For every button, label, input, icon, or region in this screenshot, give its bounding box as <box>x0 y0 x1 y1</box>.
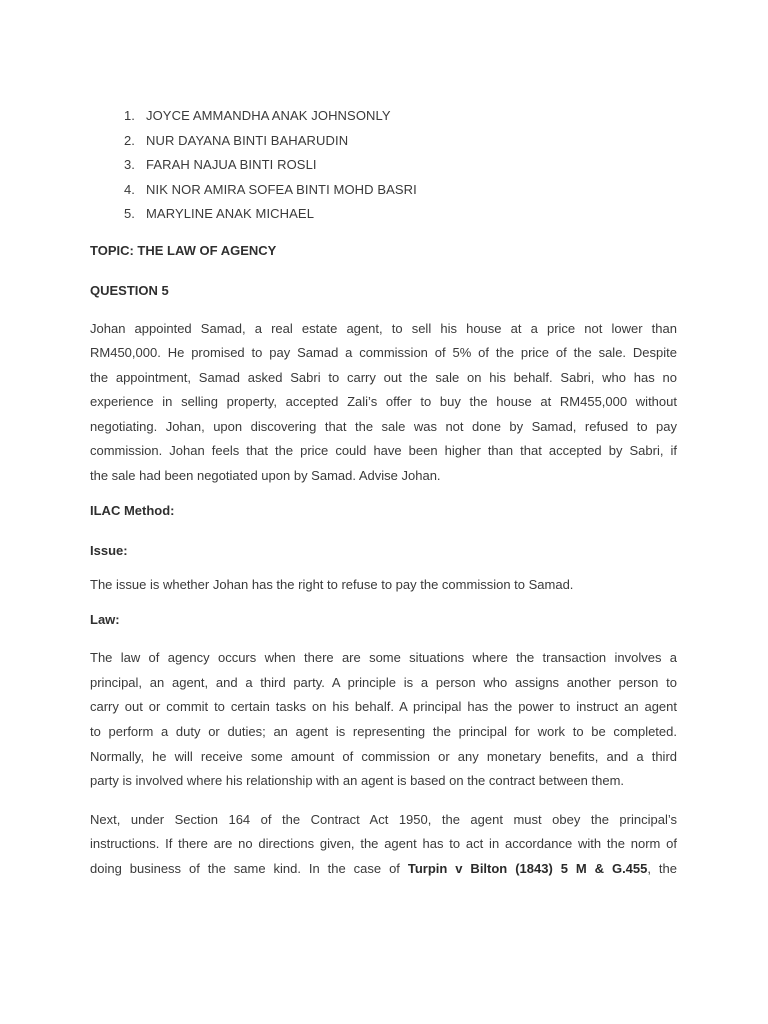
law-line: Next, under Section 164 of the Contract Act 1950, the agent must obey the principal’s <box>90 811 677 827</box>
law-line: to perform a duty or duties; an agent is representing the principal for work to be completed. <box>90 724 677 740</box>
law-paragraph-2 <box>90 808 677 882</box>
member-name: MARYLINE ANAK MICHAEL <box>146 206 315 221</box>
member-name: NUR DAYANA BINTI BAHARUDIN <box>146 132 349 148</box>
case-trail-text: , the <box>647 861 677 876</box>
question-line: experience in selling property, accepted Zali’s offer to buy the house at RM455,000 without <box>90 394 677 410</box>
law-heading: Law: <box>90 612 120 628</box>
law-line: carry out or commit to certain tasks on his behalf. A principal has the power to instruct an agent <box>90 699 677 715</box>
member-item <box>90 106 677 131</box>
member-item <box>90 155 677 180</box>
case-lead-text: doing business of the same kind. In the case of <box>90 861 408 876</box>
member-name: NIK NOR AMIRA SOFEA BINTI MOHD BASRI <box>146 181 417 197</box>
issue-text: The issue is whether Johan has the right to refuse to pay the commission to Samad. <box>90 576 574 592</box>
law-paragraph-1 <box>90 646 677 794</box>
question-line: Johan appointed Samad, a real estate agent, to sell his house at a price not lower than <box>90 320 677 336</box>
member-item <box>90 131 677 156</box>
member-number: 2. <box>123 132 135 148</box>
question-line: RM450,000. He promised to pay Samad a commission of 5% of the price of the sale. Despite <box>90 345 677 361</box>
question-heading: QUESTION 5 <box>90 282 169 298</box>
member-number: 4. <box>123 181 135 197</box>
law-line: instructions. If there are no directions given, the agent has to act in accordance with the norm of <box>90 836 677 852</box>
law-line: Normally, he will receive some amount of commission or any monetary benefits, and a third <box>90 748 677 764</box>
document-content <box>90 106 677 882</box>
question-line: the appointment, Samad asked Sabri to carry out the sale on his behalf. Sabri, who has no <box>90 369 677 385</box>
law-line: principal, an agent, and a third party. A principle is a person who assigns another person to <box>90 674 677 690</box>
member-item <box>90 180 677 205</box>
question-line: commission. Johan feels that the price could have been higher than that accepted by Sabri, if <box>90 443 677 459</box>
member-name: FARAH NAJUA BINTI ROSLI <box>146 157 317 172</box>
question-paragraph <box>90 317 677 489</box>
member-number: 3. <box>123 157 135 172</box>
law-line: party is involved where his relationship with an agent is based on the contract between them. <box>90 773 625 789</box>
member-item <box>90 204 677 229</box>
member-name: JOYCE AMMANDHA ANAK JOHNSONLY <box>146 108 391 123</box>
topic-heading: TOPIC: THE LAW OF AGENCY <box>90 242 277 258</box>
question-line: negotiating. Johan, upon discovering that the sale was not done by Samad, refused to pay <box>90 418 677 434</box>
member-number: 5. <box>123 206 135 221</box>
method-heading: ILAC Method: <box>90 502 175 518</box>
member-number: 1. <box>123 108 135 123</box>
group-member-list <box>90 106 677 229</box>
issue-heading: Issue: <box>90 542 128 558</box>
case-citation: Turpin v Bilton (1843) 5 M & G.455 <box>407 861 648 876</box>
law-line: The law of agency occurs when there are some situations where the transaction involves a <box>90 650 677 666</box>
question-line: the sale had been negotiated upon by Samad. Advise Johan. <box>90 468 441 484</box>
law-line-with-case <box>90 857 677 882</box>
